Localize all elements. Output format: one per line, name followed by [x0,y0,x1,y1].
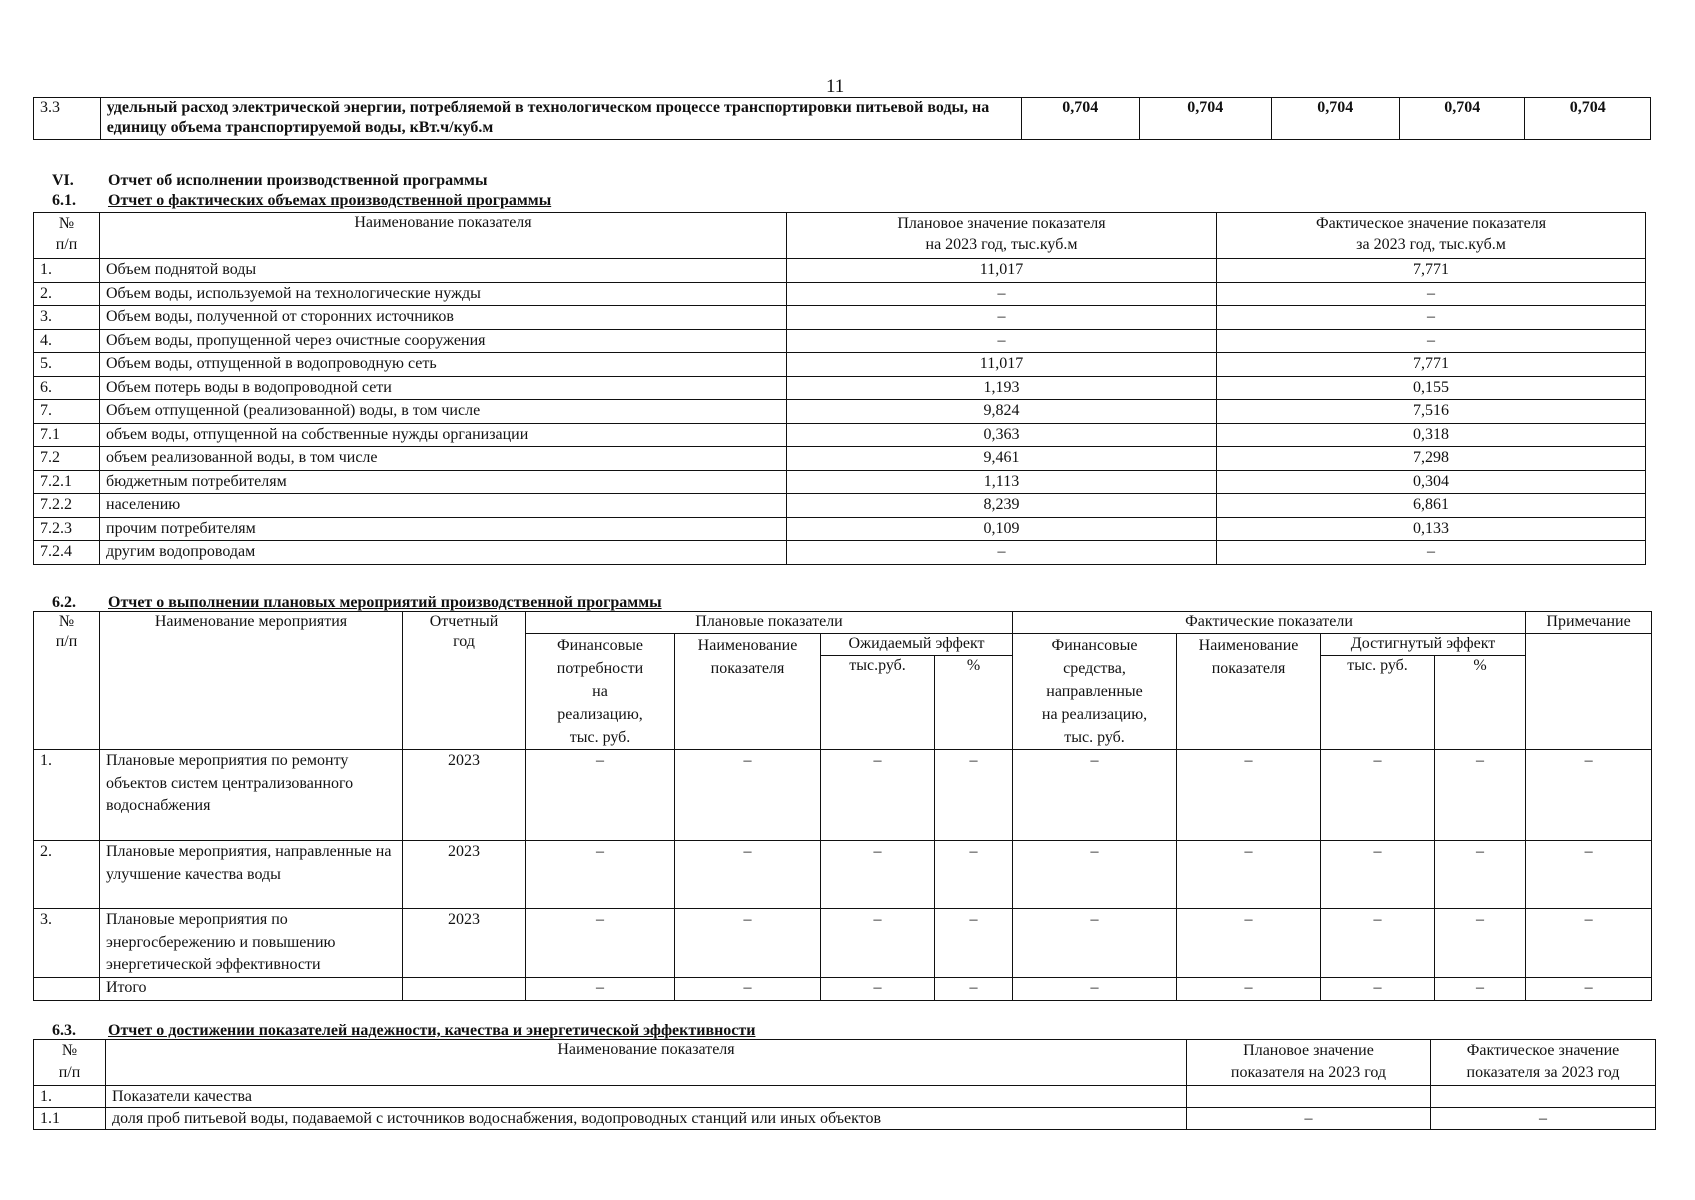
cell-value: – [1321,841,1435,909]
cell-value: – [675,750,821,841]
cell-value: – [1013,977,1177,1000]
cell-value: – [1526,750,1652,841]
header-fact-fin: Финансовые средства, направленные на реализацию, тыс. руб. [1013,634,1177,750]
table-row [34,259,1646,283]
cell-name: Плановые мероприятия, направленные на улучшение качества воды [100,841,403,909]
table-row [34,329,1646,353]
table-row [34,541,1646,565]
cell-name: Объем воды, используемой на технологические нужды [100,282,787,306]
cell-num: 1.1 [34,1108,106,1130]
section-title: Отчет о достижении показателей надежности, качества и энергетической эффективности [108,1022,756,1039]
cell-num: 2. [34,282,100,306]
cell-name: Объем воды, полученной от сторонних источников [100,306,787,330]
cell-name: Итого [100,977,403,1000]
cell-name: объем реализованной воды, в том числе [100,447,787,471]
cell-name: бюджетным потребителям [100,470,787,494]
table-row [34,517,1646,541]
cell-plan: 8,239 [787,494,1217,518]
cell-value: – [1321,977,1435,1000]
cell-year: 2023 [403,750,526,841]
cell-num: 5. [34,353,100,377]
cell-year: 2023 [403,909,526,978]
cell-name: Объем воды, пропущенной через очистные сооружения [100,329,787,353]
cell-value: – [1526,909,1652,978]
table-row [34,750,1652,841]
section-heading-6-3 [52,1022,755,1040]
cell-plan: – [787,541,1217,565]
header-num: № п/п [34,1040,106,1086]
cell-name: Плановые мероприятия по энергосбережению и повышению энергетической эффективности [100,909,403,978]
table-6-2 [33,611,1652,1001]
cell-name: Плановые мероприятия по ремонту объектов систем централизованного водоснабжения [100,750,403,841]
cell-name: другим водопроводам [100,541,787,565]
table-row [34,1108,1656,1130]
header-fact-rub: тыс. руб. [1321,656,1435,750]
header-fact: Фактическое значение показателя за 2023 год [1431,1040,1656,1086]
table-row [34,423,1646,447]
cell-name: Объем потерь воды в водопроводной сети [100,376,787,400]
cell-num: 7.2.1 [34,470,100,494]
indicator-name: удельный расход электрической энергии, потребляемой в технологическом процессе транспортировки питьевой воды, на единицу объема транспортируемой воды, кВт.ч/куб.м [100,98,1021,140]
cell-plan: 9,461 [787,447,1217,471]
cell-value: – [935,977,1013,1000]
cell-value: – [1526,977,1652,1000]
cell-value: – [821,750,935,841]
cell-fact: 6,861 [1217,494,1646,518]
cell-value: – [1321,750,1435,841]
cell-value: – [821,977,935,1000]
cell-name: Показатели качества [106,1086,1187,1108]
table-row [34,376,1646,400]
cell-fact [1431,1086,1656,1108]
header-note: Примечание [1526,612,1652,634]
cell-num: 1. [34,1086,106,1108]
cell-value: – [1526,841,1652,909]
cell-num: 4. [34,329,100,353]
header-num: № п/п [34,213,100,259]
header-note-blank [1526,634,1652,750]
page-number: 11 [826,76,845,97]
cell-value: – [935,909,1013,978]
cell-value: – [1435,977,1526,1000]
header-fact-name: Наименование показателя [1177,634,1321,750]
value-cell: 0,704 [1271,98,1400,140]
cell-value: – [1177,909,1321,978]
header-year: Отчетный год [403,612,526,750]
cell-value: – [1177,841,1321,909]
cell-name: доля проб питьевой воды, подаваемой с источников водоснабжения, водопроводных станций или иных объектов [106,1108,1187,1130]
cell-num: 1. [34,750,100,841]
cell-year: 2023 [403,841,526,909]
cell-fact: – [1217,306,1646,330]
cell-num: 7. [34,400,100,424]
cell-name: населению [100,494,787,518]
header-fact-pct: % [1435,656,1526,750]
header-num: № п/п [34,612,100,750]
cell-plan: – [787,329,1217,353]
table-row [34,447,1646,471]
cell-plan: – [1187,1108,1431,1130]
cell-name: Объем воды, отпущенной в водопроводную сеть [100,353,787,377]
header-name: Наименование показателя [100,213,787,259]
header-fact: Фактическое значение показателя за 2023 год, тыс.куб.м [1217,213,1646,259]
cell-value: – [526,750,675,841]
section-title: Отчет об исполнении производственной программы [108,172,488,189]
cell-fact: 7,771 [1217,353,1646,377]
header-plan-group: Плановые показатели [526,612,1013,634]
cell-fact: 7,771 [1217,259,1646,283]
row-number: 3.3 [34,98,101,140]
value-cell: 0,704 [1139,98,1271,140]
header-plan: Плановое значение показателя на 2023 год, тыс.куб.м [787,213,1217,259]
value-cell: 0,704 [1525,98,1651,140]
cell-plan: – [787,282,1217,306]
section-heading-6-2 [52,594,662,612]
cell-plan: 0,363 [787,423,1217,447]
table-row [34,470,1646,494]
cell-value: – [1435,909,1526,978]
cell-plan: 1,193 [787,376,1217,400]
cell-num [34,977,100,1000]
cell-value: – [821,909,935,978]
cell-value: – [1435,841,1526,909]
header-plan: Плановое значение показателя на 2023 год [1187,1040,1431,1086]
table-row [34,282,1646,306]
table-row [34,353,1646,377]
table-row [34,841,1652,909]
cell-value: – [1321,909,1435,978]
cell-value: – [821,841,935,909]
cell-fact: 7,516 [1217,400,1646,424]
header-fact-group: Фактические показатели [1013,612,1526,634]
cell-value: – [1013,909,1177,978]
table-row [34,494,1646,518]
cell-name: Объем отпущенной (реализованной) воды, в том числе [100,400,787,424]
cell-fact: 0,155 [1217,376,1646,400]
cell-value: – [935,750,1013,841]
cell-value: – [526,977,675,1000]
section-number: 6.3. [52,1022,76,1039]
cell-value: – [1177,977,1321,1000]
cell-fact: – [1217,541,1646,565]
table-row [34,909,1652,978]
cell-name: Объем поднятой воды [100,259,787,283]
cell-plan: 1,113 [787,470,1217,494]
cell-value: – [1013,841,1177,909]
header-fact-effect: Достигнутый эффект [1321,634,1526,656]
table-row [34,1086,1656,1108]
cell-num: 7.2.3 [34,517,100,541]
section-heading-vi [52,172,487,190]
table-row [34,306,1646,330]
cell-num: 7.2 [34,447,100,471]
cell-plan: – [787,306,1217,330]
cell-fact: – [1431,1108,1656,1130]
cell-plan: 11,017 [787,259,1217,283]
header-name: Наименование мероприятия [100,612,403,750]
cell-value: – [526,841,675,909]
section-heading-6-1 [52,192,551,210]
cell-fact: – [1217,329,1646,353]
cell-plan: 0,109 [787,517,1217,541]
cell-value: – [526,909,675,978]
cell-name: объем воды, отпущенной на собственные нужды организации [100,423,787,447]
header-plan-rub: тыс.руб. [821,656,935,750]
section-number: 6.1. [52,192,76,209]
cell-plan: 9,824 [787,400,1217,424]
cell-value: – [675,909,821,978]
cell-value: – [675,841,821,909]
total-row [34,977,1652,1000]
cell-value: – [1013,750,1177,841]
cell-num: 2. [34,841,100,909]
cell-num: 6. [34,376,100,400]
cell-year [403,977,526,1000]
cell-num: 3. [34,306,100,330]
header-plan-pct: % [935,656,1013,750]
cell-fact: – [1217,282,1646,306]
cell-value: – [935,841,1013,909]
section-number: 6.2. [52,594,76,611]
header-plan-name: Наименование показателя [675,634,821,750]
top-continuation-table [33,97,1651,140]
cell-fact: 7,298 [1217,447,1646,471]
cell-plan: 11,017 [787,353,1217,377]
header-name: Наименование показателя [106,1040,1187,1086]
table-row [34,400,1646,424]
table-6-1 [33,212,1646,565]
cell-value: – [675,977,821,1000]
cell-value: – [1177,750,1321,841]
value-cell: 0,704 [1021,98,1139,140]
value-cell: 0,704 [1400,98,1525,140]
section-title: Отчет о фактических объемах производственной программы [108,192,552,209]
cell-num: 3. [34,909,100,978]
cell-fact: 0,133 [1217,517,1646,541]
cell-fact: 0,318 [1217,423,1646,447]
cell-value: – [1435,750,1526,841]
cell-name: прочим потребителям [100,517,787,541]
cell-fact: 0,304 [1217,470,1646,494]
cell-num: 1. [34,259,100,283]
table-6-3 [33,1039,1656,1130]
cell-plan [1187,1086,1431,1108]
section-number: VI. [52,172,74,189]
cell-num: 7.1 [34,423,100,447]
header-plan-fin: Финансовые потребности на реализацию, тыс. руб. [526,634,675,750]
cell-num: 7.2.2 [34,494,100,518]
section-title: Отчет о выполнении плановых мероприятий производственной программы [108,594,662,611]
cell-num: 7.2.4 [34,541,100,565]
header-plan-effect: Ожидаемый эффект [821,634,1013,656]
